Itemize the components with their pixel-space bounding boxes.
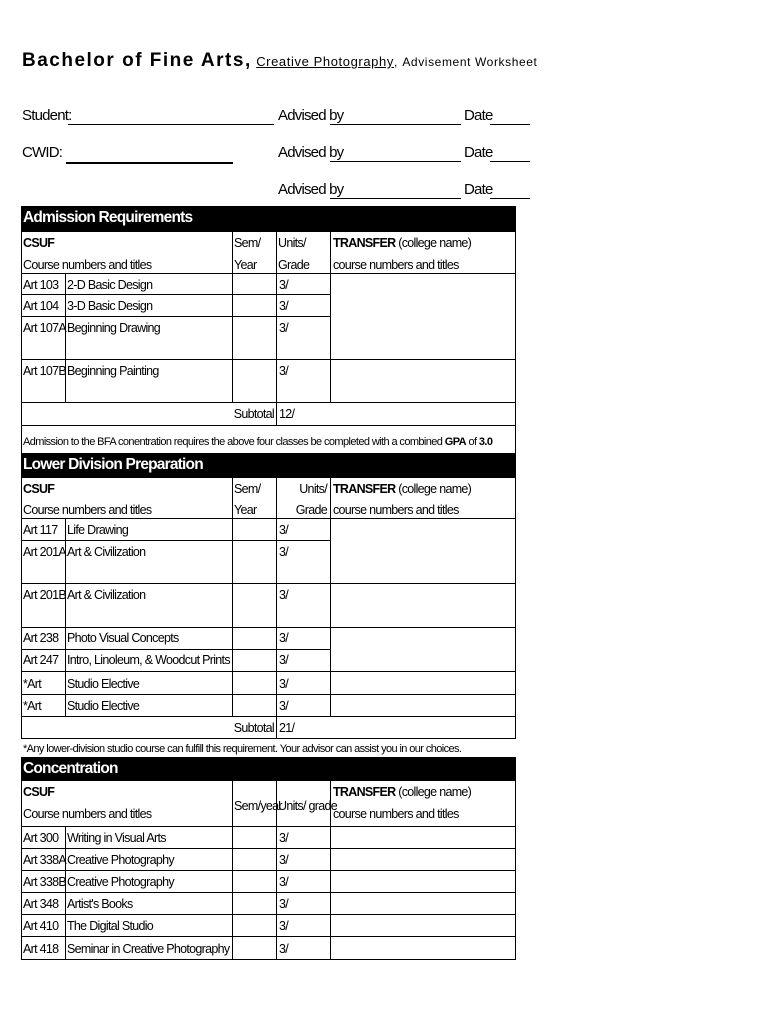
table-row-line xyxy=(21,649,331,650)
sem-column-heading: Sem/ xyxy=(234,482,261,496)
subtotal-label: Subtotal xyxy=(233,721,274,735)
date-field[interactable] xyxy=(490,198,530,199)
course-code: Art 117 xyxy=(23,523,58,537)
table-row-line xyxy=(21,892,516,893)
advised-by-field[interactable] xyxy=(330,161,461,162)
advised-by-label: Advised by xyxy=(278,181,344,198)
course-units: 3/ xyxy=(279,364,289,378)
course-title: Life Drawing xyxy=(67,523,129,537)
grade-column-heading: Grade xyxy=(295,503,327,517)
course-code: Art 410 xyxy=(23,919,59,933)
year-column-heading: Year xyxy=(234,258,257,272)
table-row-line xyxy=(21,826,516,827)
units-grade-column-heading: Units/ grade xyxy=(278,799,337,813)
advised-by-field[interactable] xyxy=(330,198,461,199)
admission-note-text: Admission to the BFA conentration requires the above four classes be completed with a combined xyxy=(23,436,445,448)
course-code: Art 338A xyxy=(23,853,67,867)
page-title xyxy=(22,50,538,72)
course-title: Creative Photography xyxy=(67,875,174,889)
course-units: 3/ xyxy=(279,942,289,956)
course-code: Art 201A xyxy=(23,545,67,559)
units-column-heading: Units/ xyxy=(278,236,306,250)
admission-note xyxy=(23,434,492,450)
year-column-heading: Year xyxy=(234,503,257,517)
course-units: 3/ xyxy=(279,897,289,911)
course-units: 3/ xyxy=(279,588,289,602)
course-column-heading: Course numbers and titles xyxy=(23,807,152,821)
table-column-line xyxy=(276,478,277,738)
table-column-line xyxy=(65,826,66,960)
course-units: 3/ xyxy=(279,919,289,933)
transfer-label: TRANSFER xyxy=(333,785,396,799)
course-code: Art 104 xyxy=(23,299,59,313)
table-row-line xyxy=(21,518,516,519)
title-separator: , xyxy=(244,50,252,71)
course-title: Art & Civilization xyxy=(67,588,146,602)
table-row-line xyxy=(21,402,516,403)
course-code: Art 107B xyxy=(23,364,67,378)
date-label: Date xyxy=(464,107,493,124)
course-column-heading: Course numbers and titles xyxy=(23,503,152,517)
college-name-label: (college name) xyxy=(395,482,472,496)
advised-by-label: Advised by xyxy=(278,144,344,161)
course-title: Art & Civilization xyxy=(67,545,146,559)
course-title: Beginning Drawing xyxy=(67,321,161,335)
course-title: The Digital Studio xyxy=(67,919,154,933)
course-title: Photo Visual Concepts xyxy=(67,631,179,645)
course-units: 3/ xyxy=(279,299,289,313)
date-field[interactable] xyxy=(490,124,530,125)
course-title: 2-D Basic Design xyxy=(67,278,153,292)
sem-year-column-heading: Sem/year xyxy=(234,799,282,813)
table-row-line xyxy=(21,294,331,295)
course-units: 3/ xyxy=(279,831,289,845)
table-border xyxy=(21,478,22,738)
course-units: 3/ xyxy=(279,523,289,537)
table-row-line xyxy=(21,316,331,317)
course-code: Art 300 xyxy=(23,831,59,845)
table-row-line xyxy=(21,583,516,584)
table-column-line xyxy=(232,478,233,716)
table-row-line xyxy=(21,273,516,274)
table-row-line xyxy=(21,671,516,672)
table-row-line xyxy=(21,914,516,915)
course-column-heading: Course numbers and titles xyxy=(23,258,152,272)
table-row-line xyxy=(21,359,516,360)
subtotal-label: Subtotal xyxy=(233,407,274,421)
transfer-course-heading: course numbers and titles xyxy=(333,807,459,821)
table-border xyxy=(21,232,22,454)
transfer-column-heading xyxy=(333,235,471,251)
course-title: Seminar in Creative Photography xyxy=(67,942,230,956)
date-label: Date xyxy=(464,181,493,198)
table-border xyxy=(515,478,516,738)
table-row-line xyxy=(21,627,516,628)
gpa-label: GPA xyxy=(444,436,467,448)
course-code: Art 348 xyxy=(23,897,59,911)
date-label: Date xyxy=(464,144,493,161)
course-title: 3-D Basic Design xyxy=(67,299,153,313)
course-units: 3/ xyxy=(279,875,289,889)
course-units: 3/ xyxy=(279,631,289,645)
elective-note: *Any lower-division studio course can fulfill this requirement. Your advisor can assist you in our choices. xyxy=(23,743,462,755)
table-row-line xyxy=(21,716,516,717)
course-code: Art 103 xyxy=(23,278,59,292)
gpa-value: 3.0 xyxy=(478,436,493,448)
course-units: 3/ xyxy=(279,677,289,691)
course-code: Art 247 xyxy=(23,653,59,667)
course-code: Art 201B xyxy=(23,588,67,602)
title-separator: , xyxy=(393,55,398,69)
course-code: *Art xyxy=(23,677,42,691)
course-units: 3/ xyxy=(279,278,289,292)
table-row-line xyxy=(21,936,516,937)
college-name-label: (college name) xyxy=(395,236,472,250)
transfer-column-heading xyxy=(333,784,471,800)
course-units: 3/ xyxy=(279,699,289,713)
subtotal-value: 12/ xyxy=(279,407,295,421)
sem-column-heading: Sem/ xyxy=(234,236,261,250)
course-code: Art 418 xyxy=(23,942,59,956)
course-units: 3/ xyxy=(279,545,289,559)
transfer-label: TRANSFER xyxy=(333,482,396,496)
student-label: Student: xyxy=(22,107,72,124)
course-title: Intro, Linoleum, & Woodcut Prints xyxy=(67,653,230,667)
table-column-line xyxy=(330,232,331,402)
course-units: 3/ xyxy=(279,653,289,667)
table-row-line xyxy=(21,540,331,541)
table-row-line xyxy=(21,738,516,739)
table-column-line xyxy=(232,232,233,402)
concentration-title: Creative Photography xyxy=(256,54,394,69)
lower-division-section-header: Lower Division Preparation xyxy=(21,453,516,478)
csuf-heading: CSUF xyxy=(23,482,55,496)
cwid-field[interactable] xyxy=(66,162,233,164)
table-row-line xyxy=(21,694,516,695)
csuf-heading: CSUF xyxy=(23,785,55,799)
concentration-section-header: Concentration xyxy=(21,757,516,781)
table-column-line xyxy=(330,478,331,716)
course-title: Studio Elective xyxy=(67,699,140,713)
subtotal-value: 21/ xyxy=(279,721,295,735)
admission-section-header: Admission Requirements xyxy=(21,206,516,232)
course-units: 3/ xyxy=(279,853,289,867)
degree-title: Bachelor of Fine Arts xyxy=(22,50,245,71)
transfer-course-heading: course numbers and titles xyxy=(333,503,459,517)
table-row-line xyxy=(21,959,516,960)
college-name-label: (college name) xyxy=(395,785,472,799)
course-title: Artist's Books xyxy=(67,897,133,911)
date-field[interactable] xyxy=(490,161,530,162)
table-border xyxy=(515,232,516,454)
course-title: Beginning Painting xyxy=(67,364,159,378)
cwid-label: CWID: xyxy=(22,144,63,161)
worksheet-title: Advisement Worksheet xyxy=(402,55,538,69)
course-code: Art 338B xyxy=(23,875,67,889)
csuf-heading: CSUF xyxy=(23,236,55,250)
table-row-line xyxy=(21,848,516,849)
course-title: Creative Photography xyxy=(67,853,174,867)
table-column-line xyxy=(276,232,277,425)
course-code: Art 238 xyxy=(23,631,59,645)
units-column-heading: Units/ xyxy=(299,482,327,496)
table-row-line xyxy=(21,870,516,871)
transfer-column-heading xyxy=(333,481,471,497)
table-row-line xyxy=(21,425,516,426)
student-field[interactable] xyxy=(68,124,274,125)
table-column-line xyxy=(65,273,66,402)
transfer-course-heading: course numbers and titles xyxy=(333,258,459,272)
advised-by-label: Advised by xyxy=(278,107,344,124)
course-title: Studio Elective xyxy=(67,677,140,691)
course-title: Writing in Visual Arts xyxy=(67,831,166,845)
grade-column-heading: Grade xyxy=(278,258,310,272)
course-units: 3/ xyxy=(279,321,289,335)
admission-note-text: of xyxy=(466,436,479,448)
course-code: *Art xyxy=(23,699,42,713)
course-code: Art 107A xyxy=(23,321,67,335)
transfer-label: TRANSFER xyxy=(333,236,396,250)
advised-by-field[interactable] xyxy=(330,124,461,125)
